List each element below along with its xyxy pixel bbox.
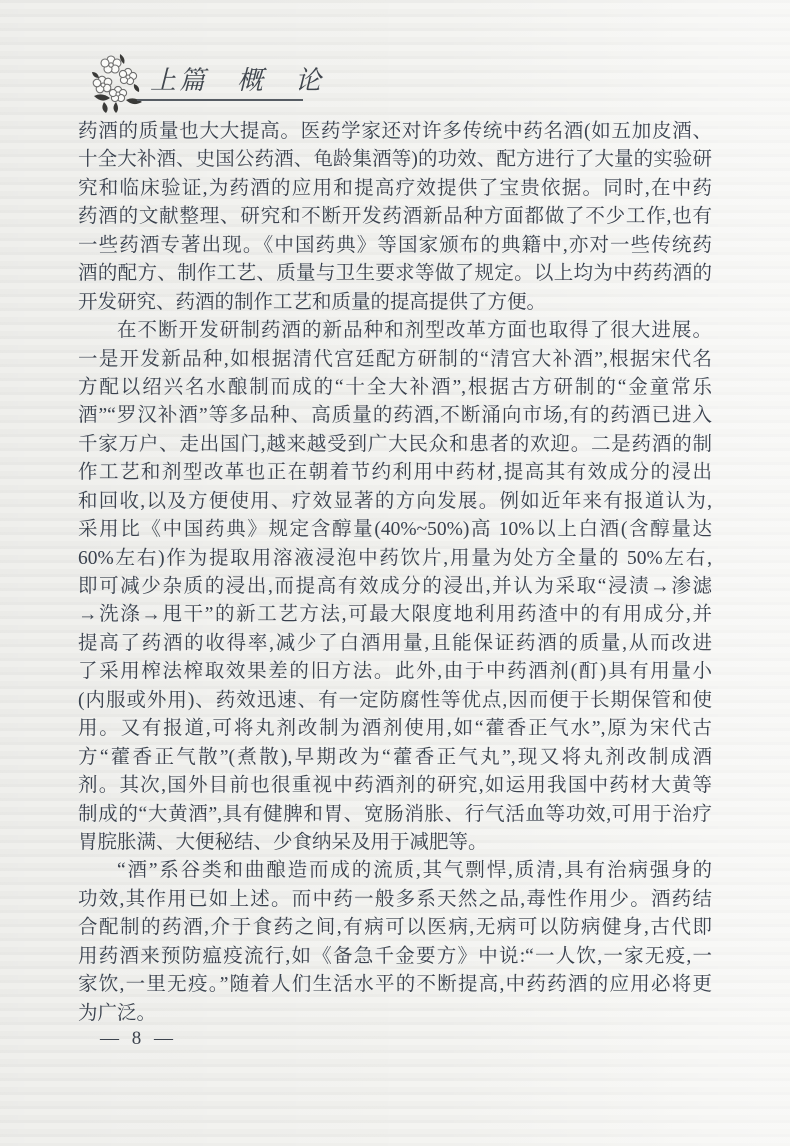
text-line: 了采用榨法榨取效果差的旧方法。此外,由于中药酒剂(酊)具有用量小 xyxy=(78,661,712,683)
text-line: 采用比《中国药典》规定含醇量(40%~50%)高 10%以上白酒(含醇量达 xyxy=(78,519,712,541)
text-line: 合配制的药酒,介于食药之间,有病可以医病,无病可以防病健身,古代即 xyxy=(78,917,712,939)
text-line: 功效,其作用已如上述。而中药一般多系天然之品,毒性作用少。酒药结 xyxy=(78,888,712,910)
text-line: 方“藿香正气散”(煮散),早期改为“藿香正气丸”,现又将丸剂改制成酒 xyxy=(78,746,712,768)
text-line: 药酒的文献整理、研究和不断开发药酒新品种方面都做了不少工作,也有 xyxy=(78,206,712,228)
section-title: 上篇 概 论 xyxy=(150,66,325,95)
text-line: 酒”“罗汉补酒”等多品种、高质量的药酒,不断涌向市场,有的药酒已进入 xyxy=(78,405,712,427)
text-line: 开发研究、药酒的制作工艺和质量的提高提供了方便。 xyxy=(78,291,547,313)
text-line: 药酒的质量也大大提高。医药学家还对许多传统中药名酒(如五加皮酒、 xyxy=(78,121,712,142)
text-line: 为广泛。 xyxy=(78,1002,157,1024)
text-line: 用药酒来预防瘟疫流行,如《备急千金要方》中说:“一人饮,一家无疫,一 xyxy=(78,945,712,967)
text-line: 方配以绍兴名水酿制而成的“十全大补酒”,根据古方研制的“金童常乐 xyxy=(78,376,712,398)
page-number: — 8 — xyxy=(100,1028,177,1049)
text-line: 究和临床验证,为药酒的应用和提高疗效提供了宝贵依据。同时,在中药 xyxy=(78,177,712,199)
text-line: 酒的配方、制作工艺、质量与卫生要求等做了规定。以上均为中药药酒的 xyxy=(78,263,712,285)
text-line: 剂。其次,国外目前也很重视中药酒剂的研究,如运用我国中药材大黄等 xyxy=(78,775,712,797)
text-line: 提高了药酒的收得率,减少了白酒用量,且能保证药酒的质量,从而改进 xyxy=(78,632,712,654)
text-line: 一是开发新品种,如根据清代宫廷配方研制的“清宫大补酒”,根据宋代名 xyxy=(78,348,712,370)
text-line: 一些药酒专著出现。《中国药典》等国家颁布的典籍中,亦对一些传统药 xyxy=(78,234,712,256)
text-line: 家饮,一里无疫。”随着人们生活水平的不断提高,中药药酒的应用必将更 xyxy=(78,974,712,996)
page-footer xyxy=(100,1028,177,1050)
text-line: 60%左右)作为提取用溶液浸泡中药饮片,用量为处方全量的 50%左右, xyxy=(78,547,712,569)
text-line: 千家万户、走出国门,越来越受到广大民众和患者的欢迎。二是药酒的制 xyxy=(78,433,712,455)
page-header xyxy=(0,0,790,115)
text-line: “酒”系谷类和曲酿造而成的流质,其气剽悍,质清,具有治病强身的 xyxy=(117,860,712,882)
text-line: →洗涤→甩干”的新工艺方法,可最大限度地利用药渣中的有用成分,并 xyxy=(78,604,712,626)
text-line: 即可减少杂质的浸出,而提高有效成分的浸出,并认为采取“浸渍→渗滤 xyxy=(78,576,712,597)
text-line: (内服或外用)、药效迅速、有一定防腐性等优点,因而便于长期保管和使 xyxy=(78,689,712,711)
text-line: 十全大补酒、史国公药酒、龟龄集酒等)的功效、配方进行了大量的实验研 xyxy=(78,149,712,171)
text-line: 制成的“大黄酒”,具有健脾和胃、宽肠消胀、行气活血等功效,可用于治疗 xyxy=(78,803,712,825)
text-line: 胃脘胀满、大便秘结、少食纳呆及用于减肥等。 xyxy=(78,831,488,853)
page-body xyxy=(78,118,712,1028)
text-line: 用。又有报道,可将丸剂改制为酒剂使用,如“藿香正气水”,原为宋代古 xyxy=(78,718,712,740)
text-line: 作工艺和剂型改革也正在朝着节约利用中药材,提高其有效成分的浸出 xyxy=(78,462,712,484)
flower-ornament-icon xyxy=(90,52,146,114)
text-line: 和回收,以及方便使用、疗效显著的方向发展。例如近年来有报道认为, xyxy=(78,490,712,512)
header-underline xyxy=(137,99,303,101)
text-line: 在不断开发研制药酒的新品种和剂型改革方面也取得了很大进展。 xyxy=(117,320,712,342)
